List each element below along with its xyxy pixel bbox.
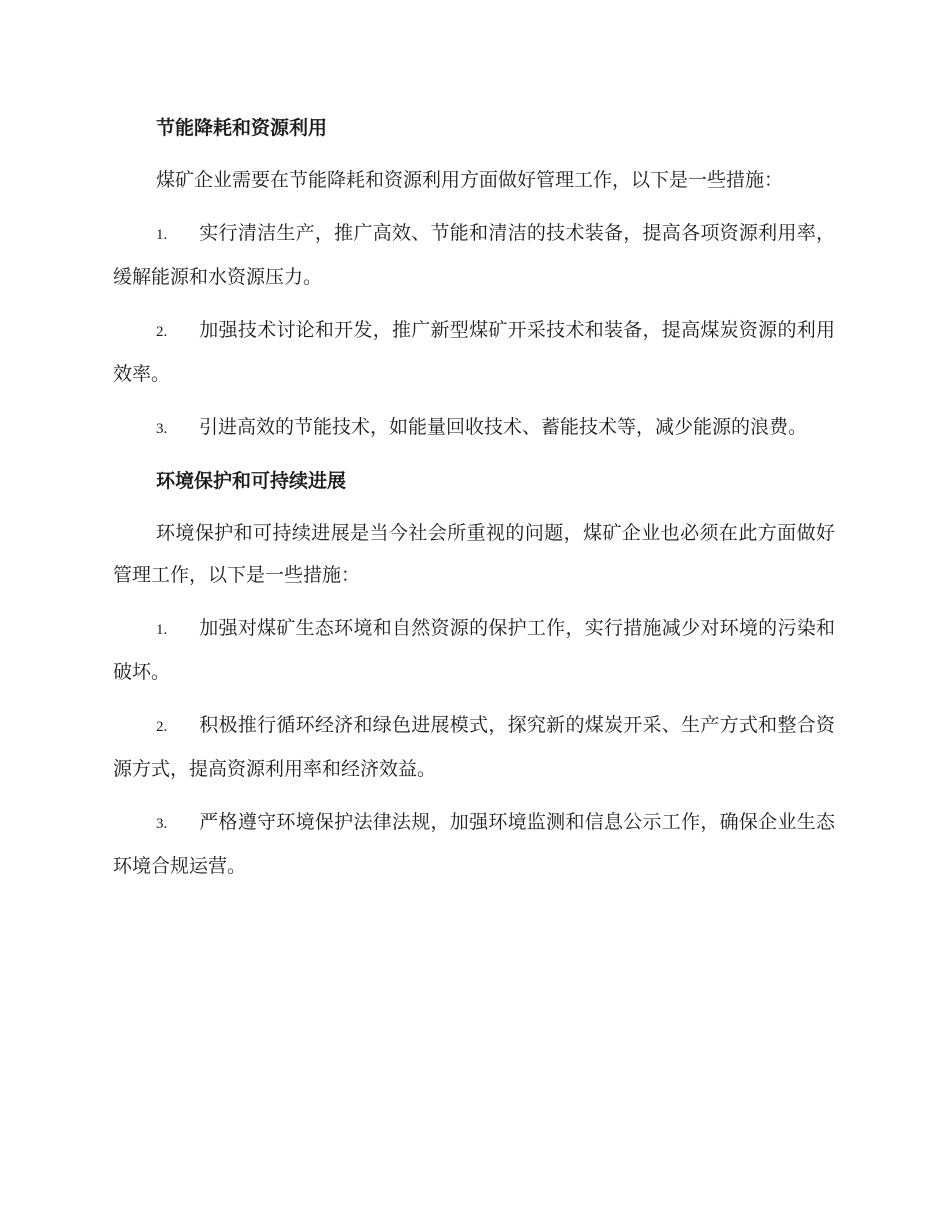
list-text: 积极推行循环经济和绿色进展模式，探究新的煤炭开采、生产方式和整合资源方式，提高资源利用率和经济效益。 [113,714,835,780]
section-environmental-protection [113,461,835,887]
section-energy-saving [113,108,835,450]
list-item [113,212,835,298]
list-item [113,801,835,887]
section-intro: 煤矿企业需要在节能降耗和资源利用方面做好管理工作，以下是一些措施： [156,169,784,191]
list-text: 严格遵守环境保护法律法规，加强环境监测和信息公示工作，确保企业生态环境合规运营。 [113,811,835,877]
list-number: 3. [156,816,168,832]
list-item [113,704,835,790]
document-page [113,108,835,898]
list-number: 2. [156,324,168,340]
list-text: 实行清洁生产，推广高效、节能和清洁的技术装备，提高各项资源利用率，缓解能源和水资源压力。 [113,222,835,288]
list-text: 加强技术讨论和开发，推广新型煤矿开采技术和装备，提高煤炭资源的利用效率。 [113,319,835,385]
list-text: 加强对煤矿生态环境和自然资源的保护工作，实行措施减少对环境的污染和破坏。 [113,617,835,683]
section-intro: 环境保护和可持续进展是当今社会所重视的问题，煤矿企业也必须在此方面做好管理工作，以下是一些措施： [113,522,835,586]
list-text: 引进高效的节能技术，如能量回收技术、蓄能技术等，减少能源的浪费。 [199,416,808,438]
list-number: 2. [156,719,168,735]
list-item [113,607,835,693]
list-number: 3. [156,421,168,437]
list-item [113,309,835,395]
list-number: 1. [156,227,168,243]
list-item [113,406,835,450]
section-heading: 节能降耗和资源利用 [156,117,328,139]
list-number: 1. [156,622,168,638]
section-heading: 环境保护和可持续进展 [156,470,347,492]
